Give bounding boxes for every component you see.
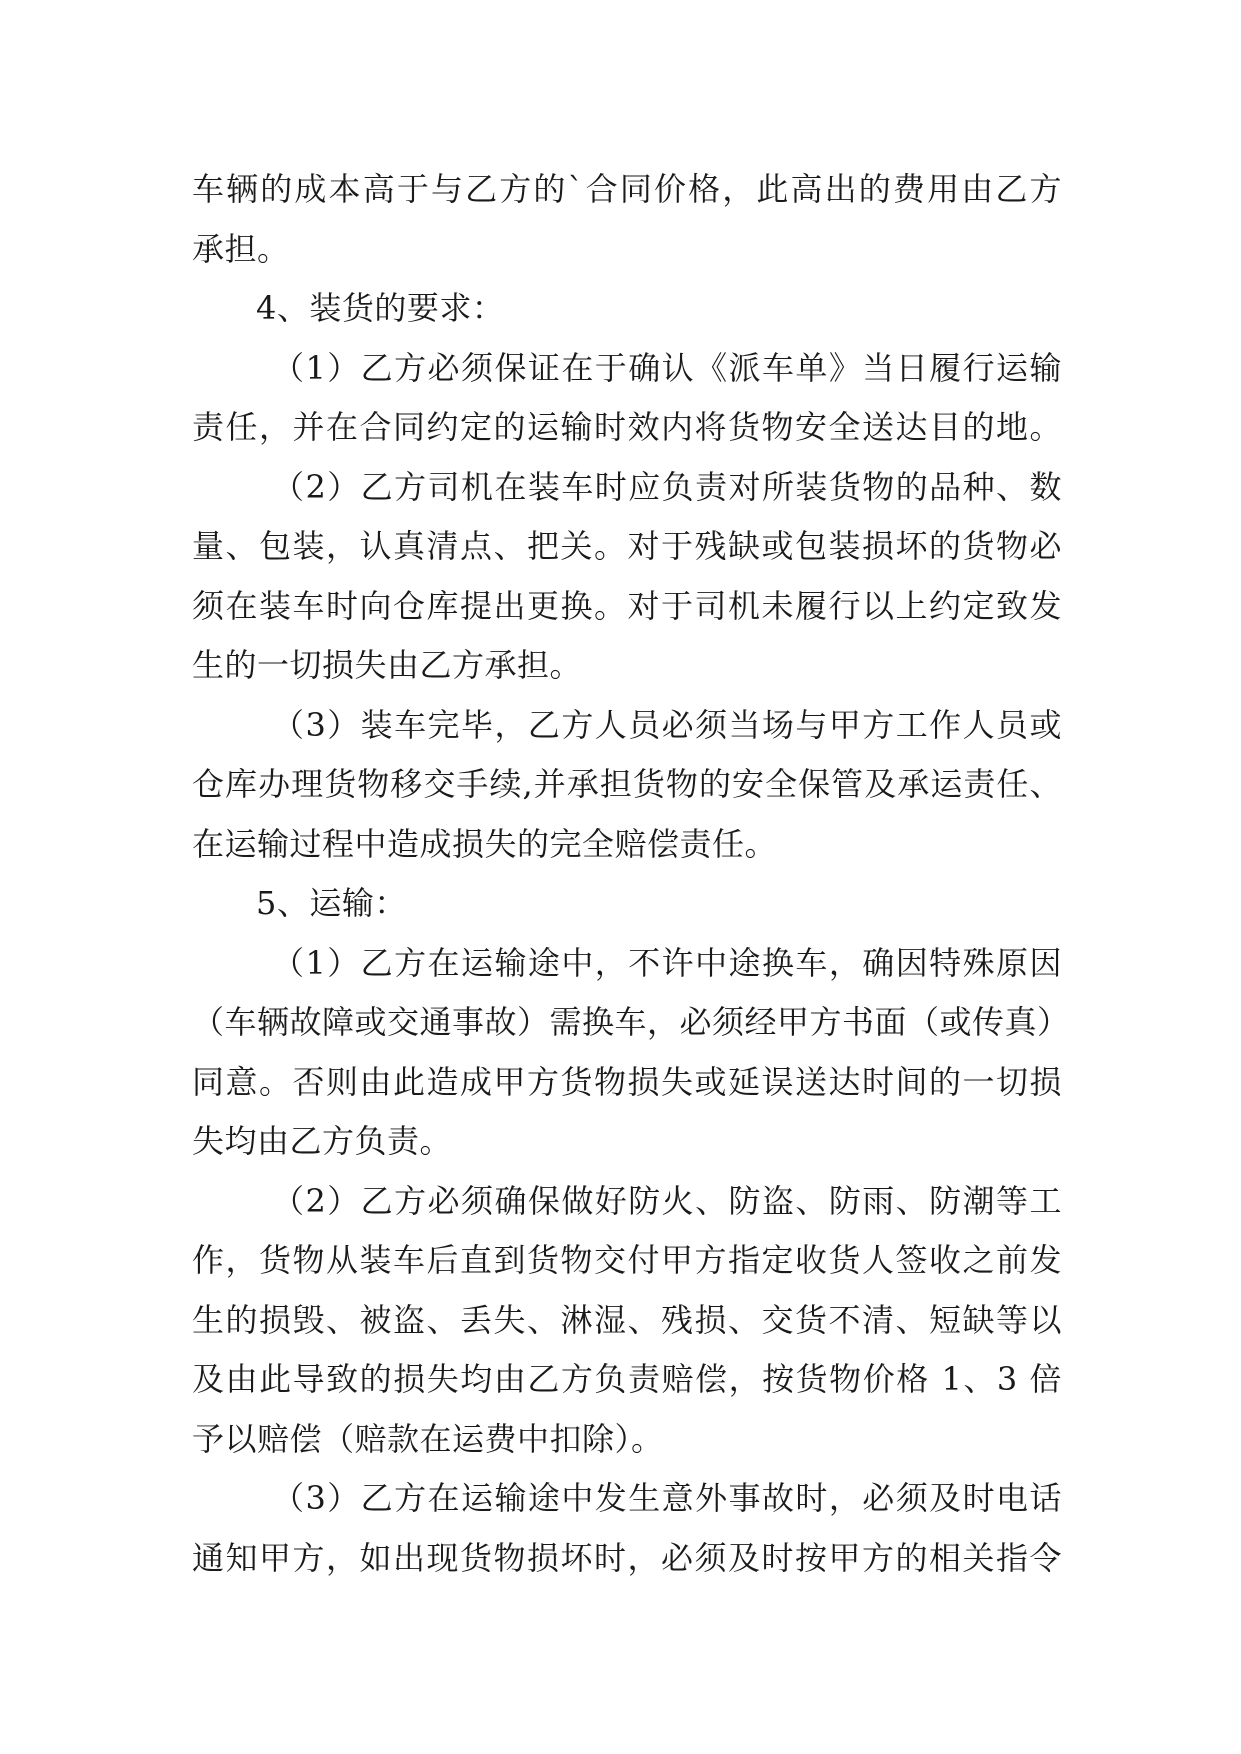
text-line: 予以赔偿（赔款在运费中扣除）。: [192, 1419, 664, 1458]
text-line: 通知甲方，如出现货物损坏时，必须及时按甲方的相关指令: [192, 1538, 1062, 1577]
text-line: （车辆故障或交通事故）需换车，必须经甲方书面（或传真）: [192, 1003, 1070, 1041]
text-line: 生的一切损失由乙方承担。: [192, 646, 583, 684]
text-line: 在运输过程中造成损失的完全赔偿责任。: [192, 824, 778, 863]
text-line: （2）乙方必须确保做好防火、防盗、防雨、防潮等工: [272, 1181, 1062, 1220]
text-line: 作，货物从装车后直到货物交付甲方指定收货人签收之前发: [192, 1241, 1062, 1279]
text-line: （3）装车完毕，乙方人员必须当场与甲方工作人员或: [272, 705, 1062, 744]
text-line: （1）乙方在运输途中，不许中途换车，确因特殊原因: [272, 943, 1062, 982]
body-text: [192, 160, 1070, 1588]
text-line: （3）乙方在运输途中发生意外事故时，必须及时电话: [272, 1479, 1062, 1517]
text-line: 承担。: [192, 229, 290, 268]
text-line: （1）乙方必须保证在于确认《派车单》当日履行运输: [272, 348, 1062, 387]
text-line: 及由此导致的损失均由乙方负责赔偿，按货物价格 1、3 倍: [192, 1360, 1062, 1398]
text-line: 失均由乙方负责。: [192, 1122, 453, 1160]
text-line: 车辆的成本高于与乙方的`合同价格，此高出的费用由乙方: [192, 170, 1062, 208]
text-line: 仓库办理货物移交手续,并承担货物的安全保管及承运责任、: [192, 765, 1062, 803]
text-line: 4、装货的要求：: [256, 289, 505, 327]
text-line: 须在装车时向仓库提出更换。对于司机未履行以上约定致发: [192, 586, 1062, 625]
text-line: 生的损毁、被盗、丢失、淋湿、残损、交货不清、短缺等以: [192, 1300, 1062, 1339]
text-line: 同意。否则由此造成甲方货物损失或延误送达时间的一切损: [192, 1062, 1062, 1101]
text-line: 量、包装，认真清点、把关。对于残缺或包装损坏的货物必: [192, 527, 1062, 565]
text-line: 5、运输：: [256, 884, 407, 922]
text-line: （2）乙方司机在装车时应负责对所装货物的品种、数: [272, 467, 1062, 506]
text-line: 责任，并在合同约定的运输时效内将货物安全送达目的地。: [192, 408, 1062, 446]
